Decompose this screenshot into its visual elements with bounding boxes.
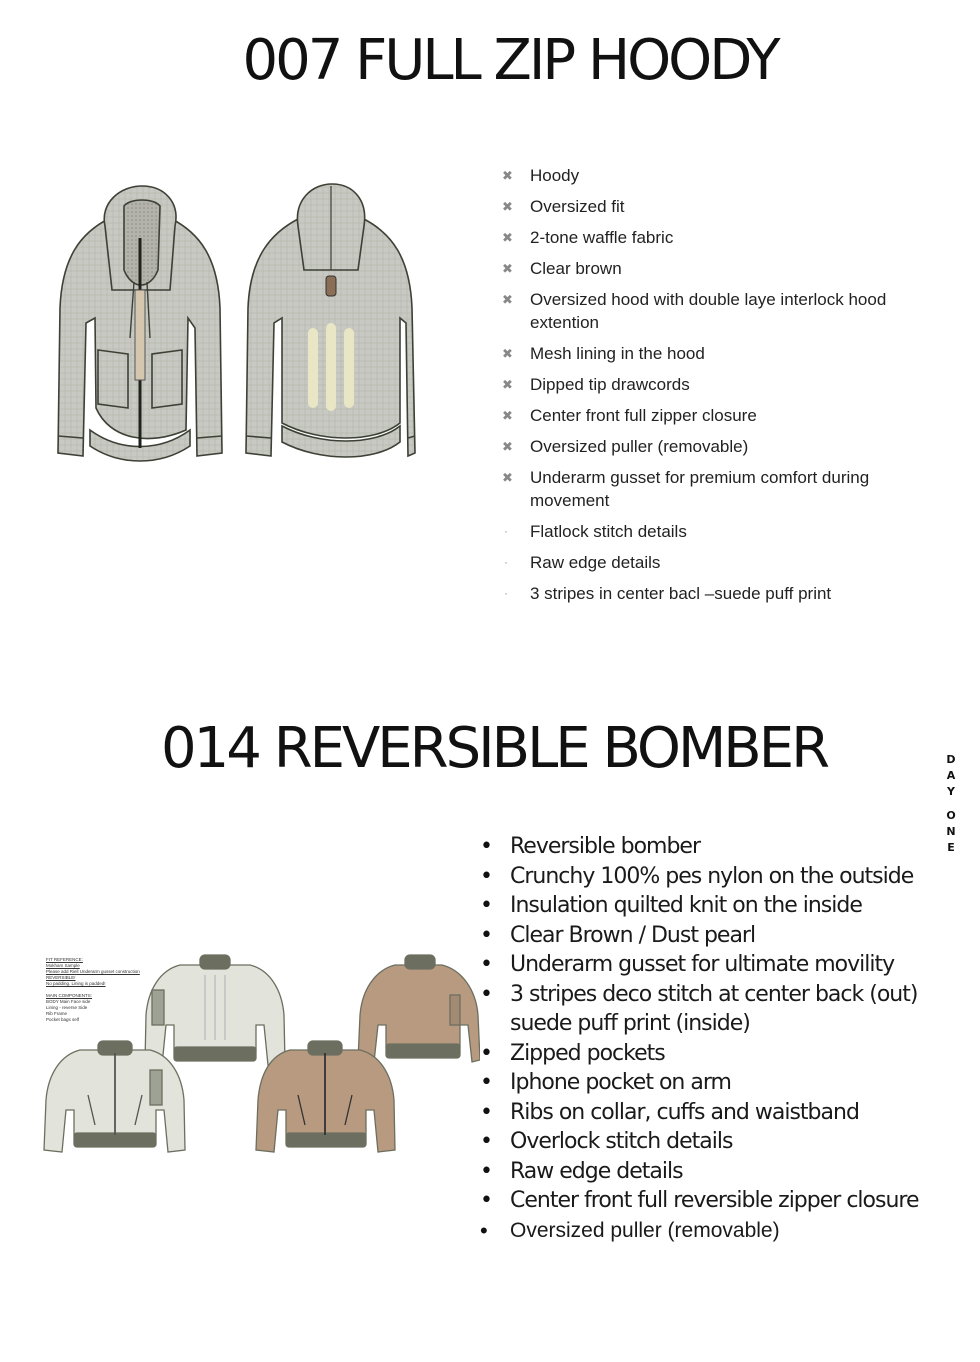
x-bullet-icon: ✖ (502, 439, 513, 454)
bomber-title: 014 REVERSIBLE BOMBER (161, 716, 827, 781)
list-item: • Ribs on collar, cuffs and waistband (478, 1098, 948, 1128)
list-item: ✖ Clear brown (502, 259, 622, 278)
list-item: • Center front full reversible zipper closure (478, 1186, 948, 1216)
list-item: • Clear Brown / Dust pearl (478, 921, 948, 951)
list-item: ✖ Hoody (502, 166, 580, 185)
list-item: ✖ Oversized hood with double laye interlock hood extention (502, 290, 887, 332)
list-item: • Underarm gusset for ultimate movility (478, 950, 948, 980)
bullet-icon: • (480, 1158, 492, 1184)
x-bullet-icon: ✖ (502, 168, 513, 183)
list-item: • Reversible bomber (478, 832, 948, 862)
bomber-front-light (44, 1041, 185, 1152)
x-bullet-icon: ✖ (502, 377, 513, 392)
dot-bullet-icon: · (504, 524, 508, 538)
hoody-feature-list (500, 164, 920, 613)
dot-bullet-icon: · (504, 555, 508, 569)
back-stripe-1 (308, 328, 318, 408)
bomber-back-light (145, 955, 285, 1065)
x-bullet-icon: ✖ (502, 346, 513, 361)
dot-bullet-icon: · (504, 586, 508, 600)
list-item: ✖ Dipped tip drawcords (502, 375, 690, 394)
list-item: · 3 stripes in center bacl –suede puff print (504, 584, 832, 603)
bullet-icon: • (480, 922, 492, 948)
bomber-front-tan (256, 1041, 395, 1152)
list-item: • Overlock stitch details (478, 1127, 948, 1157)
x-bullet-icon: ✖ (502, 408, 513, 423)
list-item: • Raw edge details (478, 1157, 948, 1187)
list-item: ✖ Oversized fit (502, 197, 625, 216)
bomber-back-tan (358, 955, 480, 1062)
side-brand-text: D A Y O N E (946, 753, 956, 854)
list-item: • Crunchy 100% pes nylon on the outside (478, 862, 948, 892)
bullet-icon: • (480, 863, 492, 889)
fit-notes: FIT REFERENCE: Mokham Sample Please add Riell Underarm gusset construction REVERSIBLE! No padding. Lining is padded! MAIN COMPONENTS: BODY Main Face side Lining - reverse Side Rib Frame Pocket bags self (46, 957, 140, 1022)
list-item: · Flatlock stitch details (504, 522, 687, 541)
hoody-title: 007 FULL ZIP HOODY (242, 28, 778, 93)
bullet-icon: • (480, 893, 492, 918)
list-item: • Iphone pocket on arm (478, 1068, 948, 1098)
list-item: • 3 stripes deco stitch at center back (out) suede puff print (inside) (480, 981, 918, 1036)
list-item: ✖ Underarm gusset for premium comfort during movement (502, 468, 870, 510)
list-item: ✖ Mesh lining in the hood (502, 344, 705, 363)
bullet-icon: • (480, 1129, 492, 1154)
bullet-icon: • (480, 952, 492, 977)
bullet-icon: • (480, 981, 492, 1007)
list-item: • Insulation quilted knit on the inside (478, 891, 948, 921)
bullet-icon: • (480, 1217, 488, 1243)
list-item: ✖ 2-tone waffle fabric (502, 228, 674, 247)
list-item: • Oversized puller (removable) (478, 1216, 948, 1246)
bullet-icon: • (480, 1188, 492, 1213)
bullet-icon: • (480, 834, 492, 859)
bomber-sketch (40, 945, 480, 1170)
x-bullet-icon: ✖ (502, 199, 513, 214)
hoody-sketch (50, 178, 425, 478)
bullet-icon: • (480, 1099, 492, 1125)
x-bullet-icon: ✖ (502, 292, 513, 307)
x-bullet-icon: ✖ (502, 230, 513, 245)
bullet-icon: • (480, 1070, 492, 1095)
back-stripe-3 (344, 328, 354, 408)
bomber-feature-list (478, 832, 948, 1245)
list-item: ✖ Center front full zipper closure (502, 406, 757, 425)
x-bullet-icon: ✖ (502, 261, 513, 276)
x-bullet-icon: ✖ (502, 470, 513, 485)
list-item: • Zipped pockets (478, 1039, 948, 1069)
list-item: · Raw edge details (504, 553, 661, 572)
list-item: ✖ Oversized puller (removable) (502, 437, 749, 456)
back-stripe-2 (326, 323, 336, 411)
bullet-icon: • (480, 1040, 492, 1066)
